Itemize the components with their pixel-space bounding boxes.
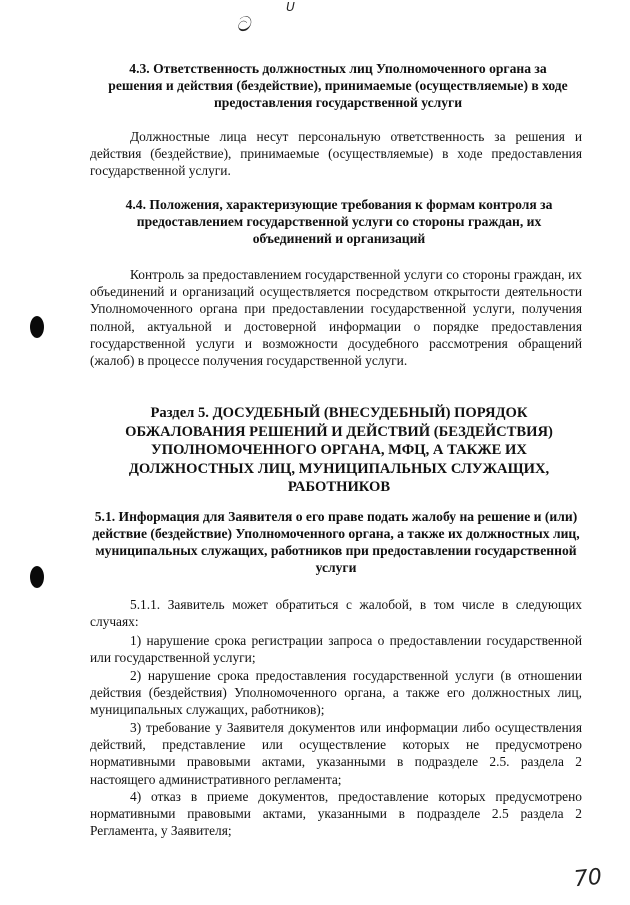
handwritten-top-mark: ට [234,11,253,37]
paragraph-4-4: Контроль за предоставлением государственной услуги со стороны граждан, их объединений и организаций осуществляется посредством открытости деятельности Уполномоченного органа при предоставлении государственной услуги, получения полной, актуальной и достоверной информации о порядке предоставления государственной услуги и возможности досудебного рассмотрения обращений (жалоб) в процессе получения государственной услуги. [90,267,582,369]
paragraph-5-1-1: 5.1.1. Заявитель может обратиться с жалобой, в том числе в следующих случаях: [90,597,582,630]
list-item: 2) нарушение срока предоставления государственной услуги (в отношении действия (бездействия) Уполномоченного органа, а также его должностных лиц, муниципальных служащих, работников); [90,668,582,718]
heading-4-3: 4.3. Ответственность должностных лиц Уполномоченного органа за решения и действия (бездействие), принимаемые (осуществляемые) в ходе предоставления государственной услуги [108,61,568,110]
handwritten-page-number: 70 [572,864,604,893]
punch-hole-icon [30,566,44,588]
list-item: 3) требование у Заявителя документов или информации либо осуществления действий, представление или осуществление которых не предусмотрено нормативными правовыми актами, указанными в подразделе 2.5. раздела 2 настоящего административного регламента; [90,720,582,787]
heading-5-1: 5.1. Информация для Заявителя о его праве подать жалобу на решение и (или) действие (бездействие) Уполномоченного органа, а также их должностных лиц, муниципальных служащих, работников при предоставлении государственной услуги [92,509,580,575]
list-item: 1) нарушение срока регистрации запроса о предоставлении государственной или государственной услуги; [90,633,582,666]
section-5-title: Раздел 5. ДОСУДЕБНЫЙ (ВНЕСУДЕБНЫЙ) ПОРЯДОК ОБЖАЛОВАНИЯ РЕШЕНИЙ И ДЕЙСТВИЙ (БЕЗДЕЙСТВИЯ) УПОЛНОМОЧЕННОГО ОРГАНА, МФЦ, А ТАКЖЕ ИХ ДОЛЖНОСТНЫХ ЛИЦ, МУНИЦИПАЛЬНЫХ СЛУЖАЩИХ, РАБОТНИКОВ [125,405,553,495]
handwritten-tick-mark: ᑌ [286,0,295,14]
punch-hole-icon [30,316,44,338]
list-item: 4) отказ в приеме документов, предоставление которых предусмотрено нормативными правовыми актами, указанными в подразделе 2.5 раздела 2 Регламента, у Заявителя; [90,789,582,839]
heading-4-4: 4.4. Положения, характеризующие требования к формам контроля за предоставлением государственной услуги со стороны граждан, их объединений и организаций [125,197,553,246]
paragraph-4-3: Должностные лица несут персональную ответственность за решения и действия (бездействие), принимаемые (осуществляемые) в ходе предоставления государственной услуги. [90,129,582,179]
